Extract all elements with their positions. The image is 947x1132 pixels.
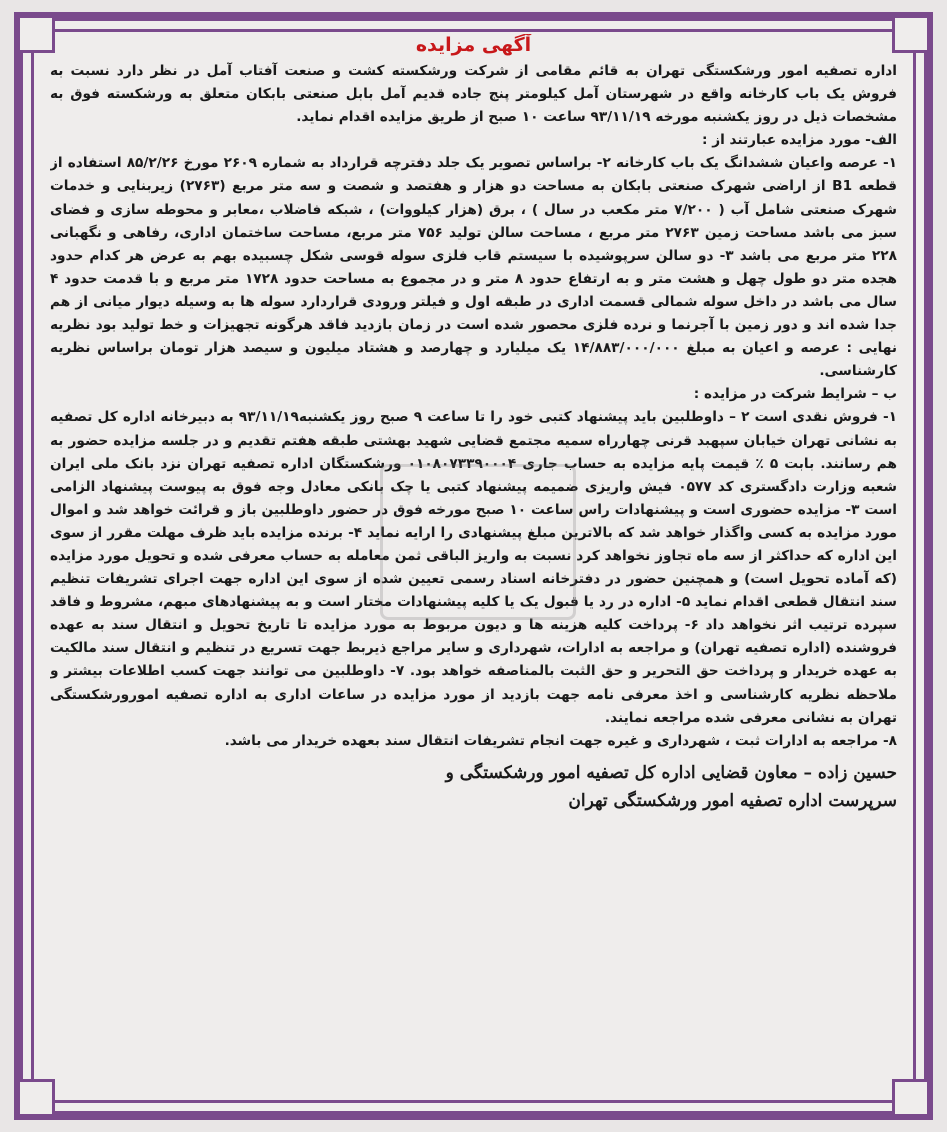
notice-content xyxy=(50,34,897,1106)
section-b-body: ۱- فروش نقدی است ۲ – داوطلبین باید پیشنهاد کتبی خود را تا ساعت ۹ صبح روز یکشنبه۹۳/۱۱/۱۹ به دبیرخانه اداره کل تصفیه به نشانی تهران خیابان سپهبد قرنی چهارراه سمیه مجتمع قضایی شهید بهشتی طبقه هفتم تقدیم و در جلسه مزایده حضور به هم رسانند. بابت ۵ ٪ قیمت پایه مزایده به حساب جاری ۰۱۰۸۰۷۳۳۹۰۰۰۴ ورشکستگان اداره تصفیه تهران نزد بانک ملی ایران شعبه وزارت دادگستری کد ۰۵۷۷ فیش واریزی ضمیمه پیشنهاد کتبی یا چک بانکی معادل وجه فوق به پیوست پیشنهاد الزامی است ۳- مزایده حضوری است و پیشنهادات راس ساعت ۱۰ صبح مورخه فوق در حضور داوطلبین باز و قرائت خواهد شد و اموال مورد مزایده به کسی واگذار خواهد شد که بالاترین مبلغ پیشنهادی را ارایه نماید ۴- برنده مزایده باید ظرف مهلت مقرر از سوی این اداره که حداکثر از سه ماه تجاوز نخواهد کرد نسبت به واریز الباقی ثمن معامله به حساب معرفی شده و تحویل مورد مزایده (که آماده تحویل است) و همچنین حضور در دفترخانه اسناد رسمی تعیین شده از سوی این اداره جهت اجرای تشریفات تنظیم سند انتقال قطعی اقدام نماید ۵- اداره در رد یا قبول یک یا کلیه پیشنهادات مختار است و به پیشنهادهای مبهم، مشروط و فاقد سپرده ترتیب اثر نخواهد داد ۶- پرداخت کلیه هزینه ها و دیون مربوط به مورد مزایده تا تاریخ تحویل و انتقال سند به عهده فروشنده (اداره تصفیه تهران) و مراجعه به ادارات، شهرداری و سایر مراجع ذیربط جهت تسریع در تنظیم و انتقال سند مالکیت به عهده خریدار و پرداخت حق التحریر و حق الثبت بالمناصفه خواهد بود. ۷- داوطلبین می توانند جهت کسب اطلاعات بیشتر و ملاحظه نظریه کارشناسی و اخذ معرفی نامه جهت بازدید از مورد مزایده در ساعات اداری به اداره تصفیه امورورشکستگی تهران به نشانی معرفی شده مراجعه نمایند. xyxy=(50,409,897,726)
section-b-heading: ب – شرایط شرکت در مزایده : xyxy=(693,386,897,403)
frame-corner-ornament xyxy=(892,1079,930,1117)
section-a-heading: الف- مورد مزایده عبارتند از : xyxy=(701,132,897,149)
signature-line-2: سرپرست اداره تصفیه امور ورشکستگی تهران xyxy=(568,790,897,811)
intro-paragraph: اداره تصفیه امور ورشکستگی تهران به قائم مقامی از شرکت ورشکسته کشت و صنعت آفتاب آمل در نظر دارد نسبت به فروش یک باب کارخانه واقع در شهرستان آمل کیلومتر پنج جاده قدیم آمل بابل صنعتی بابکان متعلق به ورشکسته فوق به مشخصات ذیل در روز یکشنبه مورخه ۹۳/۱۱/۱۹ ساعت ۱۰ صبح از طریق مزایده اقدام نماید. xyxy=(50,63,897,126)
notice-title: آگهی مزایده xyxy=(415,34,532,56)
signature-line-1: حسین زاده – معاون قضایی اداره کل تصفیه امور ورشکستگی و xyxy=(445,762,897,783)
section-b-item-8: ۸- مراجعه به ادارات ثبت ، شهرداری و غیره جهت انجام تشریفات انتقال سند بعهده خریدار می باشد. xyxy=(224,732,897,749)
frame-corner-ornament xyxy=(892,15,930,53)
section-a-item-1: ۱- عرصه واعیان ششدانگ یک باب کارخانه ۲- براساس تصویر یک جلد دفترچه قرارداد به شماره ۲۶۰۹ مورخ ۸۵/۲/۲۶ استفاده از قطعه B1 از اراضی شهرک صنعتی بابکان به مساحت دو هزار و هفتصد و شصت و سه متر مربع (۲۷۶۳) زیربنایی و خدمات شهرک صنعتی شامل آب ( ۷/۲۰۰ متر مکعب در سال ) ، برق (هزار کیلووات) ، شبکه فاضلاب ،معابر و محوطه سازی و فضای سبز می باشد مساحت زمین ۲۷۶۳ متر مربع ، مساحت سالن تولید ۷۵۶ متر مربع، مساحت ساختمان اداری، رفاهی و نگهبانی ۲۲۸ متر مربع می باشد ۳- دو سالن سرپوشیده با سیستم قاب فلزی سوله قوسی شکل چسبیده بهم به عرض هر کدام حدود هجده متر دو طول چهل و هشت متر و به ارتفاع حدود ۸ متر و در مجموع به مساحت حدود ۱۷۲۸ متر مربع و با قدمت حدود ۴ سال می باشد در داخل سوله شمالی قسمت اداری در طبقه اول و فیلتر ورودی قراردارد سوله ها به وسیله دیوار میانی از هم جدا شده اند و دور زمین با آجرنما و نرده فلزی محصور شده است در زمان بازدید فاقد هرگونه تجهیزات و خط تولید بود نظریه نهایی : عرصه و اعیان به مبلغ ۱۴/۸۸۳/۰۰۰/۰۰۰ یک میلیارد و چهارصد و هشتاد میلیون و سیصد هزار تومان براساس نظریه کارشناسی. xyxy=(50,155,897,380)
